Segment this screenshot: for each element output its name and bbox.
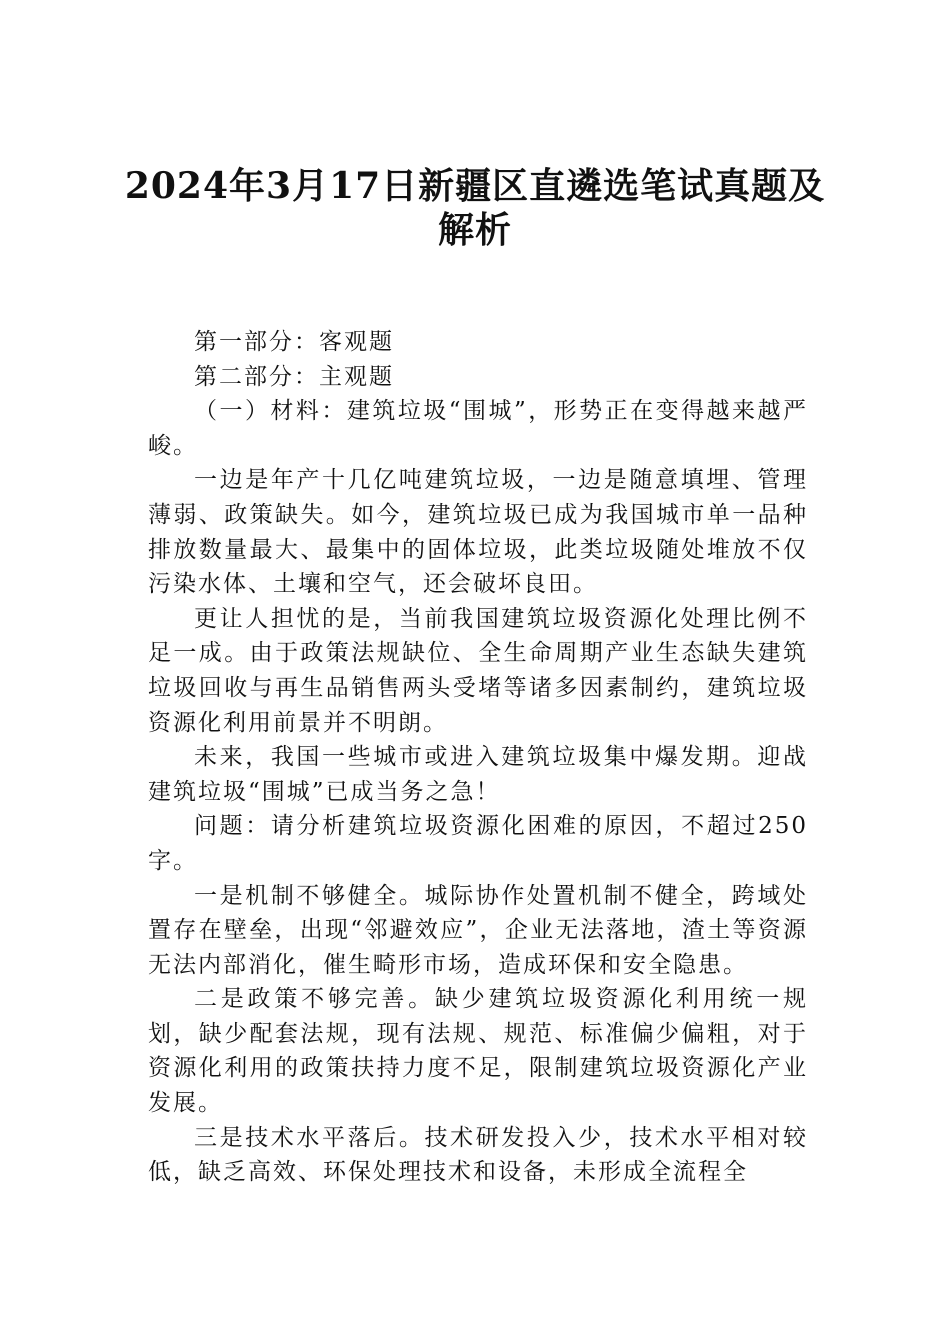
paragraph-answer-2: 二是政策不够完善。缺少建筑垃圾资源化利用统一规划，缺少配套法规，现有法规、规范、标准偏少偏粗，对于资源化利用的政策扶持力度不足，限制建筑垃圾资源化产业发展。 <box>148 986 808 1117</box>
paragraph-section-objective: 第一部分：客观题 <box>194 329 394 355</box>
paragraph-material-intro: （一）材料：建筑垃圾“围城”，形势正在变得越来越严峻。 <box>148 398 808 459</box>
document-body <box>148 325 808 1190</box>
document-title-line-1: 2024年3月17日新疆区直遴选笔试真题及 <box>124 165 826 207</box>
paragraph-material-3: 未来，我国一些城市或进入建筑垃圾集中爆发期。迎战建筑垃圾“围城”已成当务之急！ <box>148 744 808 805</box>
paragraph-material-1: 一边是年产十几亿吨建筑垃圾，一边是随意填埋、管理薄弱、政策缺失。如今，建筑垃圾已成为我国城市单一品种排放数量最大、最集中的固体垃圾，此类垃圾随处堆放不仅污染水体、土壤和空气，还会破坏良田。 <box>148 467 808 598</box>
document-title-line-2: 解析 <box>437 209 512 251</box>
paragraph-section-subjective: 第二部分：主观题 <box>194 363 394 390</box>
paragraph-answer-3: 三是技术水平落后。技术研发投入少，技术水平相对较低，缺乏高效、环保处理技术和设备，未形成全流程全 <box>148 1124 808 1186</box>
paragraph-material-2: 更让人担忧的是，当前我国建筑垃圾资源化处理比例不足一成。由于政策法规缺位、全生命周期产业生态缺失建筑垃圾回收与再生品销售两头受堵等诸多因素制约，建筑垃圾资源化利用前景并不明朗。 <box>148 605 808 736</box>
paragraph-question: 问题：请分析建筑垃圾资源化困难的原因，不超过250字。 <box>148 813 808 874</box>
paragraph-answer-1: 一是机制不够健全。城际协作处置机制不健全，跨域处置存在壁垒，出现“邻避效应”，企业无法落地，渣土等资源无法内部消化，催生畸形市场，造成环保和安全隐患。 <box>148 882 808 978</box>
